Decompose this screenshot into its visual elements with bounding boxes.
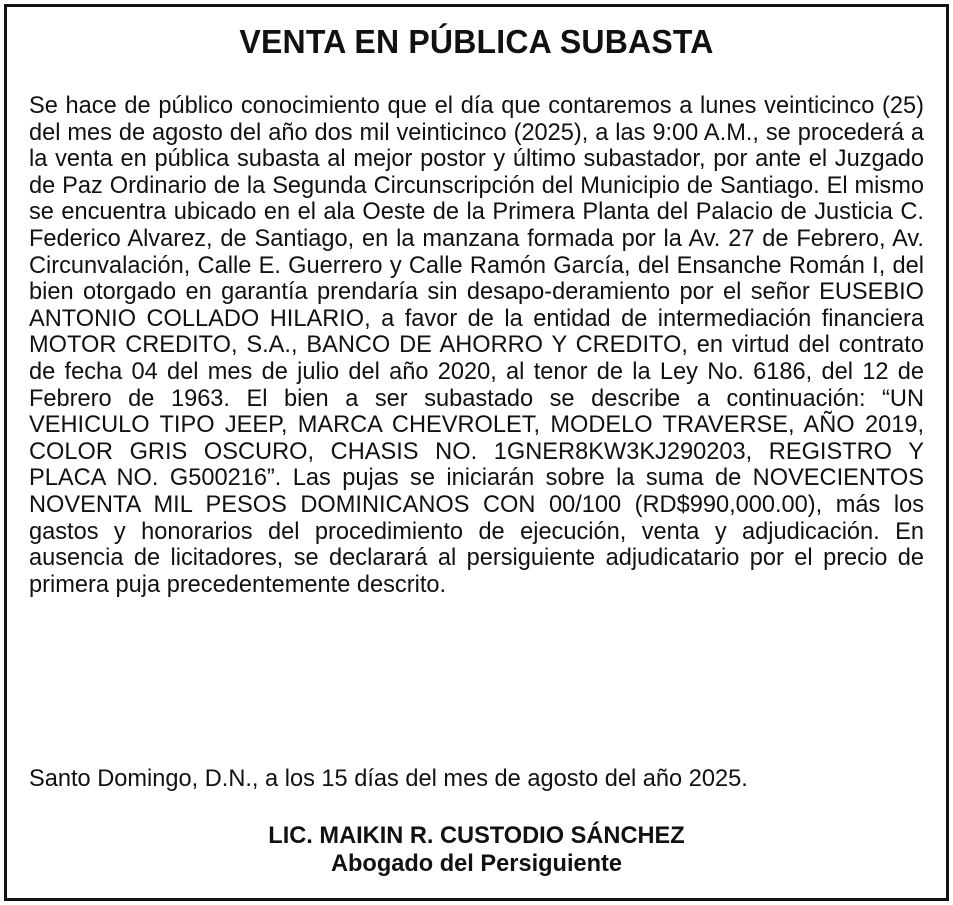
notice-frame bbox=[4, 4, 949, 901]
signature-block bbox=[7, 822, 946, 878]
notice-date-line: Santo Domingo, D.N., a los 15 días del mes de agosto del año 2025. bbox=[29, 766, 748, 792]
notice-title: VENTA EN PÚBLICA SUBASTA bbox=[239, 23, 714, 60]
notice-body: Se hace de público conocimiento que el día que contaremos a lunes veinticinco (25) del mes de agosto del año dos mil veinticinco (2025), a las 9:00 A.M., se procederá a la venta en pública subasta al mejor postor y último subastador, por ante el Juzgado de Paz Ordinario de la Segunda Circunscripción del Municipio de Santiago. El mismo se encuentra ubicado en el ala Oeste de la Primera Planta del Palacio de Justicia C. Federico Alvarez, de Santiago, en la manzana formada por la Av. 27 de Febrero, Av. Circunvalación, Calle E. Guerrero y Calle Ramón García, del Ensanche Román I, del bien otorgado en garantía prendaría sin desapo-deramiento por el señor EUSEBIO ANTONIO COLLADO HILARIO, a favor de la entidad de intermediación financiera MOTOR CREDITO, S.A., BANCO DE AHORRO Y CREDITO, en virtud del contrato de fecha 04 del mes de julio del año 2020, al tenor de la Ley No. 6186, del 12 de Febrero de 1963. El bien a ser subastado se describe a continuación: “UN VEHICULO TIPO JEEP, MARCA CHEVROLET, MODELO TRAVERSE, AÑO 2019, COLOR GRIS OSCURO, CHASIS NO. 1GNER8KW3KJ290203, REGISTRO Y PLACA NO. G500216”. Las pujas se iniciarán sobre la suma de NOVECIENTOS NOVENTA MIL PESOS DOMINICANOS CON 00/100 (RD$990,000.00), más los gastos y honorarios del procedimiento de ejecución, venta y adjudicación. En ausencia de licitadores, se declarará al persiguiente adjudicatario por el precio de primera puja precedentemente descrito. bbox=[29, 93, 924, 598]
signature-name: LIC. MAIKIN R. CUSTODIO SÁNCHEZ bbox=[268, 823, 685, 849]
signature-role: Abogado del Persiguiente bbox=[330, 851, 623, 877]
